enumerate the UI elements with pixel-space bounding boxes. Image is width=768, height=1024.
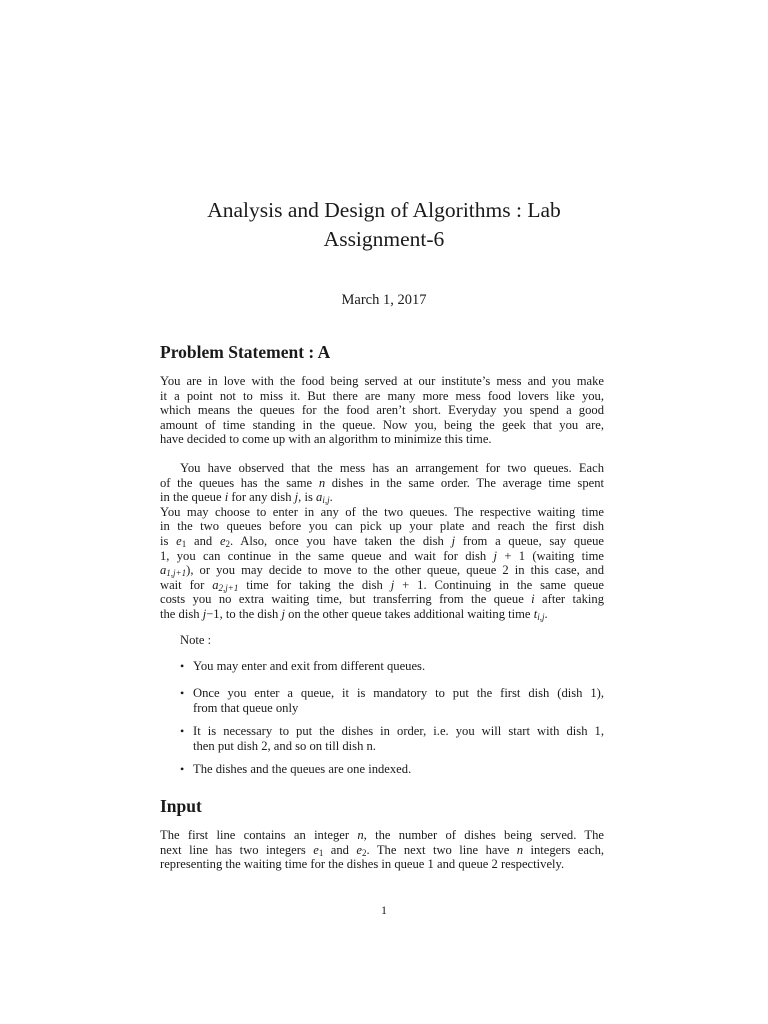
choice-line-4: 1, you can continue in the same queue and wait for dish j + 1 (waiting time	[160, 548, 604, 563]
bullet-icon: •	[180, 724, 185, 738]
choice-line-1: You may choose to enter in any of the two queues. The respective waiting time	[160, 504, 604, 519]
input-line-1: The first line contains an integer n, the number of dishes being served. The	[160, 828, 604, 842]
input-line-3: representing the waiting time for the dishes in queue 1 and queue 2 respectively.	[160, 857, 565, 872]
bullet-text: You may enter and exit from different queues.	[193, 659, 426, 673]
intro-line: have decided to come up with an algorithm to minimize this time.	[160, 432, 492, 447]
page-number: 1	[381, 903, 387, 917]
document-title	[150, 196, 618, 254]
bullet-icon: •	[180, 686, 185, 700]
note-label: Note :	[180, 633, 212, 647]
title-line-1: Analysis and Design of Algorithms : Lab	[207, 198, 561, 222]
title-line-2: Assignment-6	[323, 227, 445, 251]
bullet-text: Once you enter a queue, it is mandatory to put the first dish (dish 1), from that queue only	[193, 686, 604, 715]
intro-line: You are in love with the food being served at our institute’s mess and you make	[160, 374, 604, 388]
input-paragraph	[160, 828, 604, 872]
arrangement-line-3: in the queue i for any dish j, is $a_{i,j}$.	[160, 490, 333, 506]
arrangement-line-2: of the queues has the same n dishes in the same order. The average time spent	[160, 475, 604, 490]
choice-line-8: the dish j−1, to the dish j on the other queue takes additional waiting time $t_{i,j}$.	[160, 606, 548, 622]
bullet-text: It is necessary to put the dishes in order, i.e. you will start with dish 1, then put dish 2, and so on till dish n.	[193, 724, 604, 753]
arrangement-line-1: You have observed that the mess has an arrangement for two queues. Each	[180, 461, 604, 475]
choice-line-2: in the two queues before you can pick up your plate and reach the first dish	[160, 519, 604, 534]
choice-line-3: is $e_1$ and $e_2$. Also, once you have taken the dish j from a queue, say queue	[160, 533, 604, 549]
bullet-text: The dishes and the queues are one indexed.	[193, 762, 412, 776]
input-heading: Input	[160, 796, 202, 816]
intro-line: it a point not to miss it. But there are many more mess food lovers like you,	[160, 388, 604, 403]
document-date: March 1, 2017	[341, 292, 427, 308]
bullet-icon: •	[180, 659, 185, 673]
choice-line-5: $a_{1,j+1}$), or you may decide to move to the other queue, queue 2 in this case, and	[160, 563, 604, 579]
arrangement-paragraph	[160, 461, 604, 622]
problem-heading: Problem Statement : A	[160, 342, 331, 362]
problem-intro-paragraph	[160, 374, 604, 447]
input-line-2: next line has two integers $e_1$ and $e_2$. The next two line have n integers each,	[160, 842, 605, 858]
bullet-icon: •	[180, 762, 185, 776]
choice-line-6: wait for $a_{2,j+1}$ time for taking the dish j + 1. Continuing in the same queue	[160, 577, 604, 593]
choice-line-7: costs you no extra waiting time, but transferring from the queue i after taking	[160, 592, 604, 607]
intro-line: which means the queues for the food aren’t short. Everyday you spend a good	[160, 403, 604, 418]
intro-line: amount of time standing in the queue. Now you, being the geek that you are,	[160, 417, 604, 432]
